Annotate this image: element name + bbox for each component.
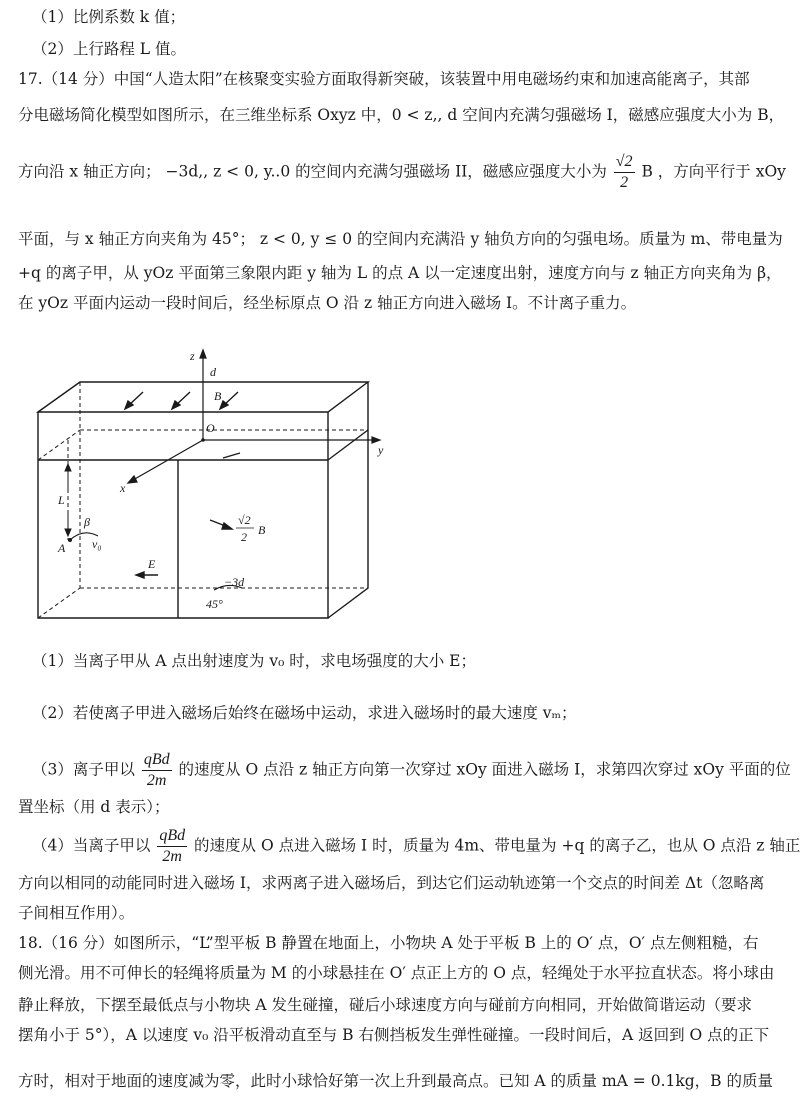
z-axis-arrow: [200, 350, 206, 358]
point-A: [68, 538, 72, 542]
fraction-numerator: √2: [614, 152, 635, 173]
problem-18-line-2: 侧光滑。用不可伸长的轻绳将质量为 M 的小球悬挂在 O′ 点正上方的 O 点，轻绳处于水平拉直状态。将小球由: [18, 964, 775, 982]
fraction: [142, 750, 172, 791]
problem-17-line-5: +q 的离子甲，从 yOz 平面第三象限内距 y 轴为 L 的点 A 以一定速度出射，速度方向与 z 轴正方向夹角为 β，: [18, 264, 782, 282]
label-A: A: [58, 541, 66, 555]
x-axis-arrow: [128, 476, 137, 483]
origin-O: [201, 438, 205, 442]
question-2: （2）若使离子甲进入磁场后始终在磁场中运动，求进入磁场时的最大速度 vₘ；: [32, 704, 577, 722]
box-front-face: [38, 412, 328, 618]
label-E: E: [148, 557, 156, 571]
box-right-face: [328, 382, 368, 618]
question-3-line-1: [32, 750, 791, 791]
text-part: 方向沿 x 轴正方向； −3d,, z < 0, y..0 的空间内充满匀强磁场 II，磁感应强度大小为: [18, 162, 607, 181]
label-sqrt2: √2: [238, 513, 251, 527]
field-diagram: [28, 340, 408, 625]
question-4-line-1: [32, 826, 800, 867]
label-L: L: [58, 493, 65, 507]
fraction-numerator: qBd: [157, 826, 187, 847]
label-y: y: [378, 443, 384, 457]
problem-17-line-3: [18, 152, 786, 193]
fraction: [614, 152, 635, 193]
hidden-edge-bottom-left: [38, 588, 80, 618]
problem-17-line-4: 平面，与 x 轴正方向夹角为 45°； z < 0, y ≤ 0 的空间内充满沿 y 轴负方向的匀强电场。质量为 m、带电量为: [18, 230, 783, 248]
fraction-numerator: qBd: [142, 750, 172, 771]
question-4-line-3: 子间相互作用）。: [18, 904, 135, 922]
question-3-line-2: 置坐标（用 d 表示）；: [18, 798, 170, 816]
field-arrow-O: [223, 453, 240, 458]
problem-17-line-6: 在 yOz 平面内运动一段时间后，经坐标原点 O 沿 z 轴正方向进入磁场 I。不计离子重力。: [18, 294, 637, 312]
question-4-line-2: 方向以相同的动能同时进入磁场 I，求两离子进入磁场后，到达它们运动轨迹第一个交点的时间差 Δt（忽略离: [18, 874, 765, 892]
problem-18-line-1: 18.（16 分）如图所示，“L”型平板 B 静置在地面上，小物块 A 处于平板 B 上的 O′ 点，O′ 点左侧粗糙，右: [18, 934, 759, 952]
question-1: （1）当离子甲从 A 点出射速度为 v₀ 时，求电场强度的大小 E；: [32, 652, 476, 670]
fraction-denominator: 2m: [162, 848, 182, 865]
label-d: d: [210, 365, 216, 379]
label-O: O: [206, 421, 215, 435]
problem-18-line-4: 摆角小于 5°），A 以速度 v₀ 沿平板滑动直至与 B 右侧挡板发生弹性碰撞。一段时间后，A 返回到 O 点的正下: [18, 1026, 770, 1044]
fraction-denominator: 2: [620, 174, 629, 191]
label-45: 45°: [206, 597, 223, 611]
label-m3d: −3d: [224, 575, 245, 589]
label-2: 2: [241, 530, 247, 544]
problem-17-line-1: 17.（14 分）中国“人造太阳”在核聚变实验方面取得新突破，该装置中用电磁场约束和加速高能离子，其部: [18, 70, 750, 88]
text-part: （4）当离子甲以: [32, 836, 151, 855]
label-beta: β: [84, 515, 90, 529]
label-x: x: [120, 481, 126, 495]
problem-17-line-2: 分电磁场简化模型如图所示，在三维坐标系 Oxyz 中，0 < z,, d 空间内充满匀强磁场 I，磁感应强度大小为 B，: [18, 106, 785, 124]
fraction: [157, 826, 187, 867]
text-part: B ，方向平行于 xOy: [641, 162, 786, 181]
label-v0: v₀: [92, 537, 102, 551]
problem-18-line-5: 方时，相对于地面的速度减为零，此时小球恰好第一次上升到最高点。已知 A 的质量 mA = 0.1kg，B 的质量: [18, 1072, 773, 1090]
item-1: （1）比例系数 k 值；: [32, 8, 186, 26]
item-2: （2）上行路程 L 值。: [32, 40, 187, 58]
fraction-denominator: 2m: [146, 772, 167, 789]
text-part: 的速度从 O 点进入磁场 I 时，质量为 4m、带电量为 +q 的离子乙，也从 O 点沿 z 轴正: [194, 836, 801, 855]
label-B2: B: [258, 523, 266, 537]
problem-18-line-3: 静止释放，下摆至最低点与小物块 A 发生碰撞，碰后小球速度方向与碰前方向相同，开始做简谐运动（要求: [18, 996, 753, 1014]
label-z: z: [190, 349, 195, 363]
plane-z0-right: [328, 430, 368, 460]
text-part: （3）离子甲以: [32, 760, 135, 779]
text-part: 的速度从 O 点沿 z 轴正方向第一次穿过 xOy 面进入磁场 I，求第四次穿过 xOy 平面的位: [178, 760, 791, 779]
hidden-plane-left: [38, 430, 80, 460]
label-B: B: [214, 389, 222, 403]
